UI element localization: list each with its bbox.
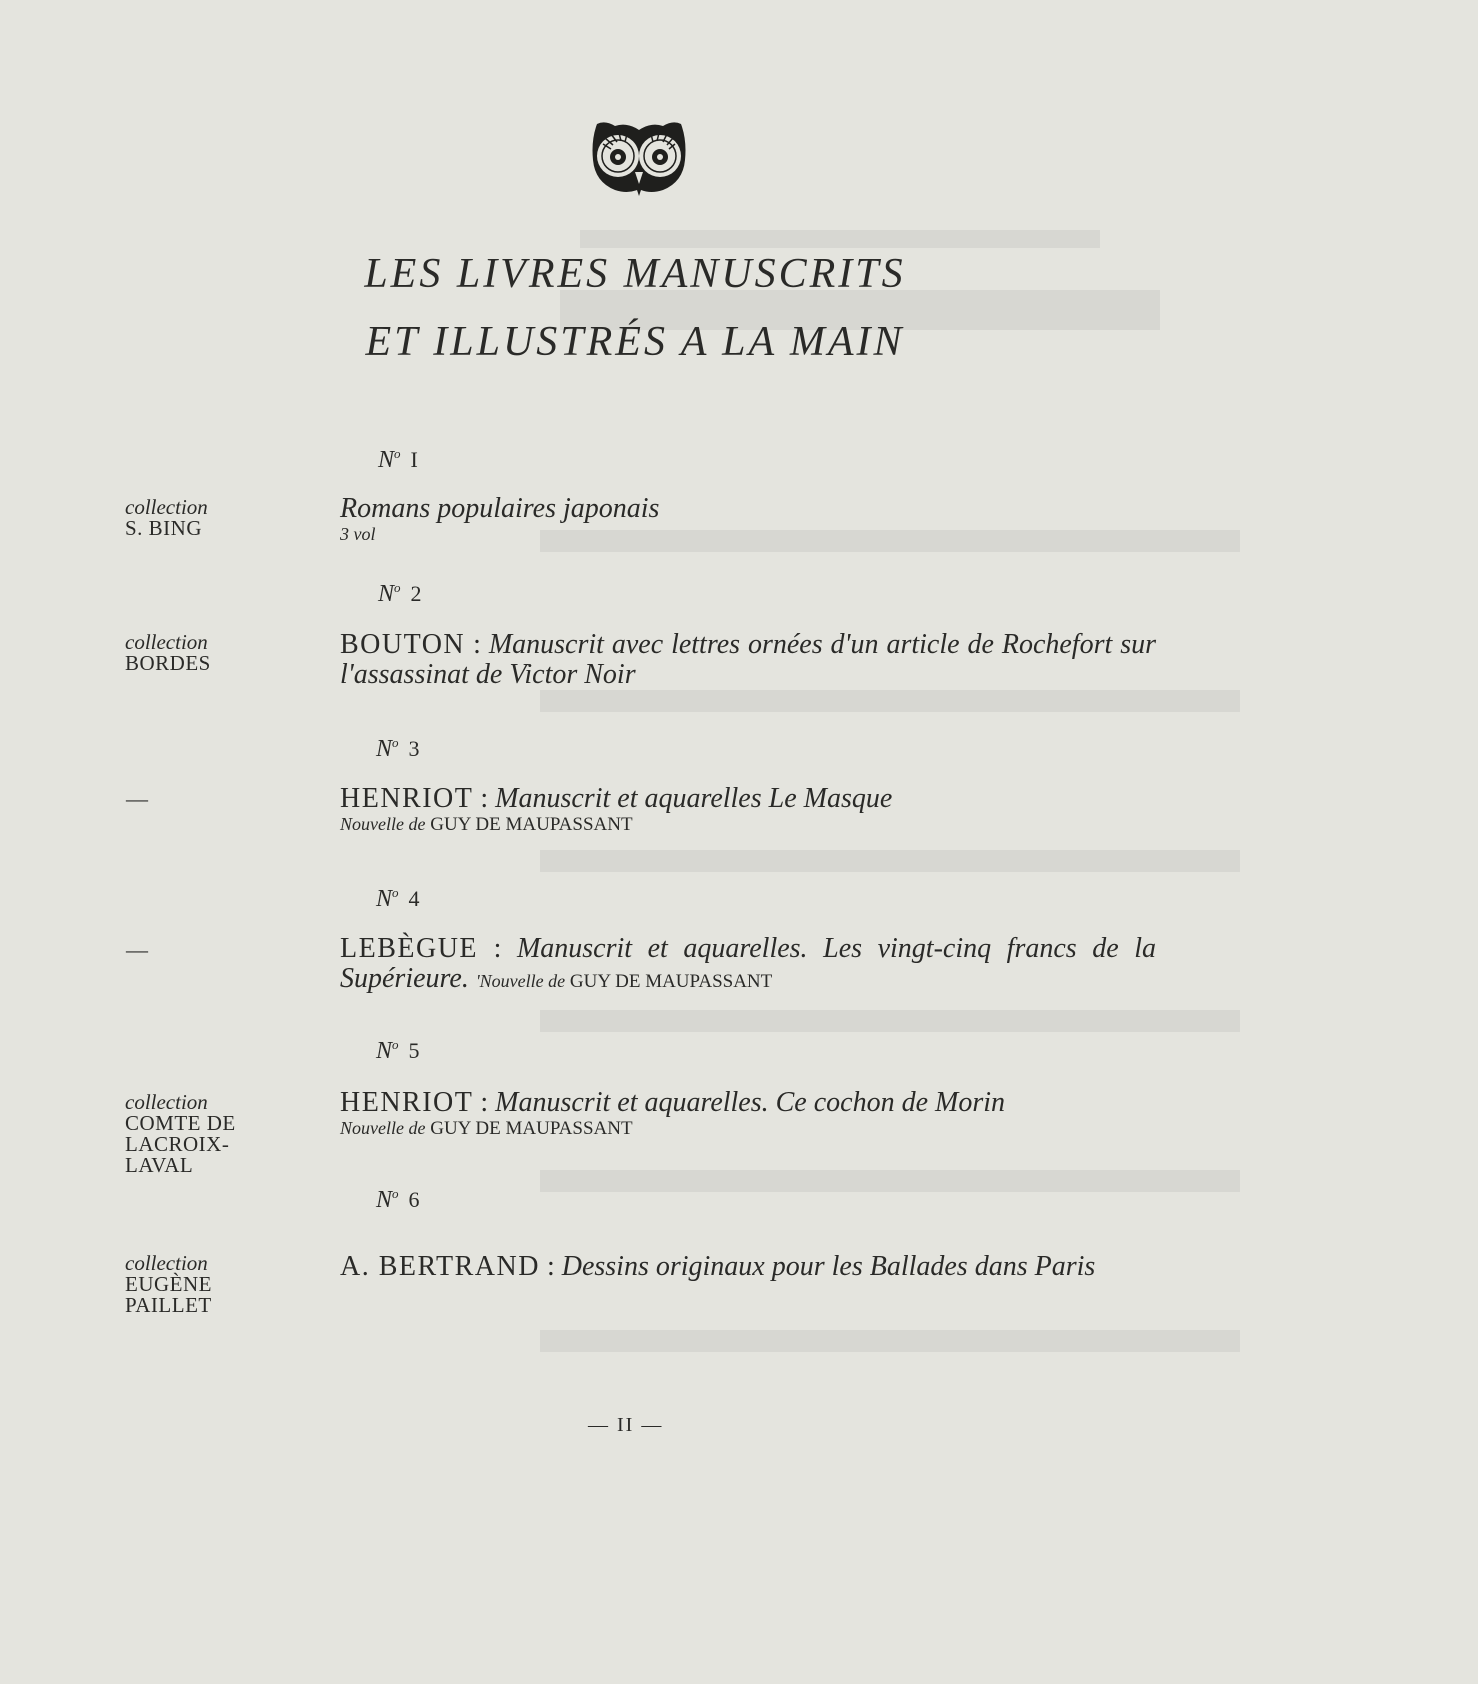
entry-title: HENRIOT : Manuscrit et aquarelles Le Masque Nouvelle de GUY DE MAUPASSANT xyxy=(340,783,893,835)
collection-attribution: collection S. BING xyxy=(125,495,208,540)
entry-number: $N^o$ I xyxy=(378,446,418,473)
entry-number: $N^o$ 3 xyxy=(376,735,420,762)
entry-number: $N^o$ 5 xyxy=(376,1037,420,1064)
entry-title: LEBÈGUE : Manuscrit et aquarelles. Les vingt-cinq francs de la Supérieure. 'Nouvelle de GUY DE MAUPASSANT xyxy=(340,933,1157,994)
collection-dash: — xyxy=(126,937,148,962)
page-title-line2: ET ILLUSTRÉS A LA MAIN xyxy=(365,319,905,365)
entry-number: $N^o$ 4 xyxy=(376,885,420,912)
entry-title: BOUTON : Manuscrit avec lettres ornées d'un article de Rochefort sur l'assassinat de Victor Noir xyxy=(340,629,1156,690)
entry-title: Romans populaires japonais 3 vol xyxy=(340,493,660,544)
collection-attribution: collection BORDES xyxy=(125,630,211,675)
entry-title: A. BERTRAND : Dessins originaux pour les Ballades dans Paris xyxy=(340,1251,1096,1282)
entry-number: $N^o$ 6 xyxy=(376,1186,420,1213)
entry-number: $N^o$ 2 xyxy=(378,580,422,607)
collection-attribution: collection COMTE DE LACROIX- LAVAL xyxy=(125,1090,236,1177)
owl-icon xyxy=(591,118,687,196)
page-title-line1: LES LIVRES MANUSCRITS xyxy=(364,251,906,297)
collection-dash: — xyxy=(126,786,148,811)
collection-attribution: collection EUGÈNE PAILLET xyxy=(125,1251,212,1317)
page-number: — II — xyxy=(588,1414,664,1436)
entry-title: HENRIOT : Manuscrit et aquarelles. Ce cochon de Morin Nouvelle de GUY DE MAUPASSANT xyxy=(340,1087,1006,1139)
